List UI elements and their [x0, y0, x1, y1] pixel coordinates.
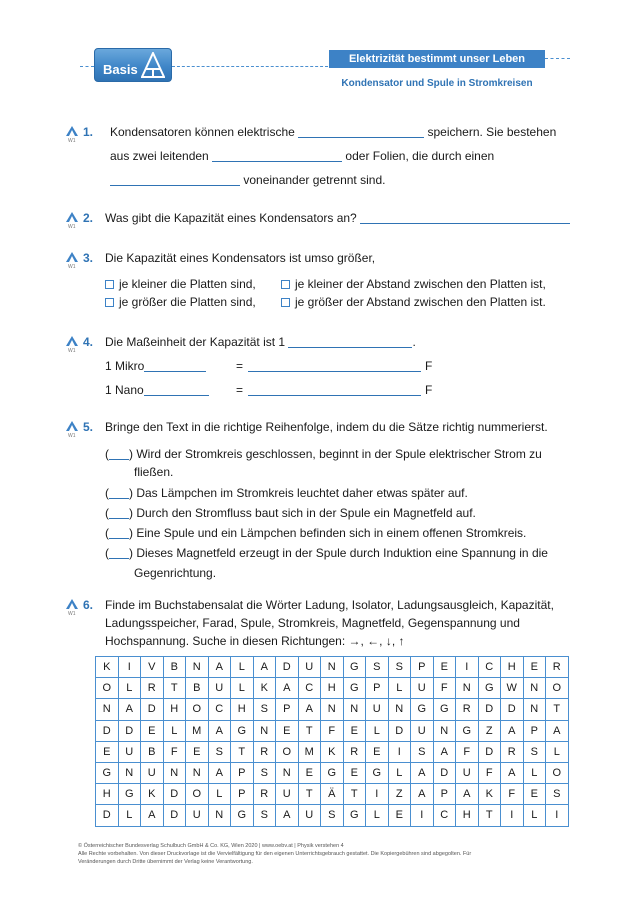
grid-cell[interactable]: L [231, 678, 254, 699]
basis-logo [94, 48, 172, 82]
grid-cell[interactable]: I [388, 741, 411, 762]
task-3 [65, 251, 585, 311]
grid-cell[interactable]: R [253, 741, 276, 762]
task-text: Kondensatoren können elektrische [110, 125, 295, 139]
answer-blank[interactable] [144, 360, 206, 372]
grid-cell[interactable]: F [321, 720, 344, 741]
grid-cell[interactable]: A [208, 720, 231, 741]
grid-cell[interactable]: G [343, 657, 366, 678]
checkbox-icon[interactable] [105, 298, 114, 307]
grid-cell[interactable]: G [411, 699, 434, 720]
task-text-line [110, 173, 385, 187]
grid-row [96, 762, 569, 783]
grid-cell[interactable]: U [208, 678, 231, 699]
grid-cell[interactable]: U [298, 657, 321, 678]
logo-triangle-icon [141, 52, 165, 79]
level-marker [65, 335, 83, 354]
grid-cell[interactable]: F [456, 741, 479, 762]
grid-row [96, 784, 569, 805]
option-line [281, 295, 546, 309]
grid-cell[interactable]: P [231, 762, 254, 783]
level-triangle-icon [65, 598, 79, 610]
grid-row [96, 657, 569, 678]
grid-cell[interactable]: T [298, 720, 321, 741]
grid-cell[interactable]: E [523, 657, 546, 678]
grid-cell[interactable]: N [96, 699, 119, 720]
grid-cell[interactable]: A [276, 678, 299, 699]
grid-cell[interactable]: S [253, 762, 276, 783]
grid-cell[interactable]: Ä [321, 784, 344, 805]
grid-cell[interactable]: D [388, 720, 411, 741]
grid-cell[interactable]: K [96, 657, 119, 678]
footer-line: Veränderungen durch Dritte übernimmt der Verlag keine Verantwortung. [78, 859, 253, 865]
grid-cell[interactable]: T [163, 678, 186, 699]
option-line [281, 277, 546, 291]
grid-cell[interactable]: E [276, 720, 299, 741]
paren-close: ) [129, 486, 133, 500]
task-text-line [110, 149, 494, 163]
grid-row [96, 805, 569, 826]
answer-blank[interactable] [110, 174, 240, 186]
answer-blank[interactable] [144, 384, 209, 396]
grid-cell[interactable]: L [208, 784, 231, 805]
grid-cell[interactable]: L [523, 805, 546, 826]
grid-cell[interactable]: D [478, 699, 501, 720]
task-text: Die Maßeinheit der Kapazität ist 1 [105, 335, 286, 349]
grid-cell[interactable]: O [96, 678, 119, 699]
grid-cell[interactable]: N [433, 720, 456, 741]
sentence-item [105, 506, 476, 520]
grid-cell[interactable]: L [546, 741, 569, 762]
grid-cell[interactable]: A [208, 657, 231, 678]
grid-cell[interactable]: N [253, 720, 276, 741]
task-text: Was gibt die Kapazität eines Kondensators an? [105, 211, 357, 225]
grid-cell[interactable]: I [411, 805, 434, 826]
grid-cell[interactable]: D [478, 741, 501, 762]
grid-cell[interactable]: G [118, 784, 141, 805]
grid-cell[interactable]: A [253, 657, 276, 678]
option-label: je kleiner der Abstand zwischen den Platten ist, [295, 277, 546, 291]
grid-cell[interactable]: A [411, 762, 434, 783]
grid-cell[interactable]: P [276, 699, 299, 720]
grid-row [96, 720, 569, 741]
level-triangle-icon [65, 125, 79, 137]
grid-cell[interactable]: B [163, 657, 186, 678]
task-4 [65, 335, 585, 400]
grid-cell[interactable]: U [118, 741, 141, 762]
grid-cell[interactable]: I [366, 784, 389, 805]
grid-cell[interactable]: G [96, 762, 119, 783]
grid-cell[interactable]: G [343, 805, 366, 826]
level-marker [65, 598, 83, 617]
task-6 [65, 598, 585, 648]
grid-cell[interactable]: S [388, 657, 411, 678]
option-label: je größer der Abstand zwischen den Platten ist. [295, 295, 546, 309]
grid-cell[interactable]: A [501, 720, 524, 741]
grid-cell[interactable]: V [141, 657, 164, 678]
grid-cell[interactable]: N [186, 762, 209, 783]
grid-cell[interactable]: Z [388, 784, 411, 805]
paren-close: ) [129, 506, 133, 520]
grid-cell[interactable]: G [343, 678, 366, 699]
paren-open: ( [105, 526, 109, 540]
level-label: W1 [68, 348, 76, 354]
sentence-text: Dieses Magnetfeld erzeugt in der Spule durch Induktion eine Spannung in die [136, 546, 548, 560]
grid-cell[interactable]: N [321, 657, 344, 678]
chapter-title: Elektrizität bestimmt unser Leben [329, 50, 545, 68]
sentence-text: fließen. [134, 465, 174, 479]
grid-cell[interactable]: N [523, 699, 546, 720]
task-text: Finde im Buchstabensalat die Wörter Ladung, Isolator, Ladungsausgleich, Kapazität, [105, 598, 554, 612]
answer-blank[interactable] [248, 384, 421, 396]
grid-cell[interactable]: D [163, 784, 186, 805]
level-triangle-icon [65, 251, 79, 263]
task-text: voneinander getrennt sind. [243, 173, 386, 187]
grid-cell[interactable]: H [321, 678, 344, 699]
grid-cell[interactable]: D [96, 720, 119, 741]
grid-cell[interactable]: T [546, 699, 569, 720]
grid-cell[interactable]: T [478, 805, 501, 826]
grid-cell[interactable]: I [118, 657, 141, 678]
option-label: je kleiner die Platten sind, [119, 277, 256, 291]
logo-label: Basis [103, 62, 138, 77]
grid-cell[interactable]: A [141, 805, 164, 826]
order-number-blank[interactable] [109, 507, 129, 519]
order-number-blank[interactable] [109, 487, 129, 499]
grid-cell[interactable]: A [546, 720, 569, 741]
task-text-line [110, 125, 556, 139]
grid-cell[interactable]: E [366, 741, 389, 762]
checkbox-icon[interactable] [281, 280, 290, 289]
grid-cell[interactable]: A [208, 762, 231, 783]
grid-cell[interactable]: U [276, 784, 299, 805]
level-marker [65, 125, 83, 144]
option-label: je größer die Platten sind, [119, 295, 256, 309]
grid-cell[interactable]: S [208, 741, 231, 762]
option-line [105, 277, 256, 291]
grid-cell[interactable]: C [478, 657, 501, 678]
grid-cell[interactable]: H [501, 657, 524, 678]
grid-cell[interactable]: R [253, 784, 276, 805]
task-number: 4. [83, 335, 94, 349]
paren-open: ( [105, 486, 109, 500]
grid-cell[interactable]: U [366, 699, 389, 720]
header-dash-right [172, 66, 328, 67]
grid-cell[interactable]: A [411, 784, 434, 805]
grid-cell[interactable]: P [523, 720, 546, 741]
task-text: Hochspannung. Suche in diesen Richtungen: →, ←, ↓, ↑ [105, 634, 405, 648]
level-label: W1 [68, 224, 76, 230]
level-label: W1 [68, 611, 76, 617]
grid-cell[interactable]: A [298, 699, 321, 720]
task-text: Bringe den Text in die richtige Reihenfolge, indem du die Sätze richtig nummerierst. [105, 420, 548, 434]
grid-cell[interactable]: G [366, 762, 389, 783]
grid-cell[interactable]: H [456, 805, 479, 826]
grid-cell[interactable]: E [388, 805, 411, 826]
equals-sign: = [236, 359, 244, 373]
level-label: W1 [68, 264, 76, 270]
grid-cell[interactable]: M [298, 741, 321, 762]
grid-cell[interactable]: D [276, 657, 299, 678]
grid-cell[interactable]: E [298, 762, 321, 783]
task-text: aus zwei leitenden [110, 149, 209, 163]
grid-cell[interactable]: G [478, 678, 501, 699]
grid-cell[interactable]: B [186, 678, 209, 699]
grid-cell[interactable]: C [298, 678, 321, 699]
unit-label: F [425, 359, 433, 373]
grid-cell[interactable]: N [523, 678, 546, 699]
task-text: oder Folien, die durch einen [345, 149, 495, 163]
grid-cell[interactable]: L [388, 678, 411, 699]
task-number: 5. [83, 420, 94, 434]
grid-cell[interactable]: R [546, 657, 569, 678]
grid-cell[interactable]: P [433, 784, 456, 805]
grid-cell[interactable]: O [546, 678, 569, 699]
grid-row [96, 699, 569, 720]
task-2 [65, 211, 585, 235]
grid-cell[interactable]: S [523, 741, 546, 762]
grid-cell[interactable]: S [546, 784, 569, 805]
grid-cell[interactable]: N [186, 657, 209, 678]
footer-line: Alle Rechte vorbehalten. Von dieser Druckvorlage ist die Vervielfältigung für den eigenen Unterrichtsgebrauch gestattet. Die Kopiergebühren sind abgegolten. Für [78, 851, 472, 857]
grid-cell[interactable]: O [546, 762, 569, 783]
paren-open: ( [105, 447, 109, 461]
grid-row [96, 741, 569, 762]
grid-row [96, 678, 569, 699]
grid-cell[interactable]: K [478, 784, 501, 805]
grid-cell[interactable]: U [456, 762, 479, 783]
grid-cell[interactable]: T [343, 784, 366, 805]
header-dash-far [545, 58, 570, 59]
grid-cell[interactable]: G [433, 699, 456, 720]
task-text-line [105, 335, 416, 349]
sentence-item [105, 546, 548, 560]
grid-cell[interactable]: E [141, 720, 164, 741]
grid-cell[interactable]: D [163, 805, 186, 826]
grid-cell[interactable]: R [141, 678, 164, 699]
grid-cell[interactable]: A [433, 741, 456, 762]
task-text: Die Kapazität eines Kondensators ist umso größer, [105, 251, 376, 265]
grid-cell[interactable]: N [456, 678, 479, 699]
grid-cell[interactable]: C [433, 805, 456, 826]
checkbox-icon[interactable] [281, 298, 290, 307]
option-line [105, 295, 256, 309]
grid-cell[interactable]: D [501, 699, 524, 720]
grid-cell[interactable]: P [366, 678, 389, 699]
grid-cell[interactable]: A [276, 805, 299, 826]
grid-cell[interactable]: S [411, 741, 434, 762]
grid-cell[interactable]: E [433, 657, 456, 678]
level-label: W1 [68, 433, 76, 439]
sentence-text: Gegenrichtung. [134, 566, 217, 580]
grid-cell[interactable]: L [163, 720, 186, 741]
grid-cell[interactable]: G [321, 762, 344, 783]
grid-cell[interactable]: W [501, 678, 524, 699]
task-text: speichern. Sie bestehen [427, 125, 557, 139]
conversion-line-nano [105, 383, 209, 397]
grid-cell[interactable]: M [186, 720, 209, 741]
header-dash-left [80, 66, 94, 67]
task-text: Ladungsspeicher, Farad, Spule, Stromkreis, Magnetfeld, Gegenspannung und [105, 616, 520, 630]
grid-cell[interactable]: N [388, 699, 411, 720]
grid-cell[interactable]: L [118, 805, 141, 826]
level-marker [65, 211, 83, 230]
grid-cell[interactable]: U [298, 805, 321, 826]
word-search-grid [95, 656, 569, 827]
grid-cell[interactable]: N [118, 762, 141, 783]
sentence-text: Das Lämpchen im Stromkreis leuchtet daher etwas später auf. [136, 486, 468, 500]
grid-cell[interactable]: O [276, 741, 299, 762]
copyright-footer [78, 842, 568, 866]
grid-cell[interactable]: L [231, 657, 254, 678]
grid-cell[interactable]: S [366, 657, 389, 678]
grid-cell[interactable]: D [96, 805, 119, 826]
grid-cell[interactable]: L [388, 762, 411, 783]
conversion-line-micro [105, 359, 206, 373]
grid-cell[interactable]: L [523, 762, 546, 783]
sentence-item [105, 526, 526, 540]
grid-cell[interactable]: T [231, 741, 254, 762]
grid-cell[interactable]: L [118, 678, 141, 699]
grid-cell[interactable]: L [366, 805, 389, 826]
grid-cell[interactable]: F [501, 784, 524, 805]
grid-cell[interactable]: U [141, 762, 164, 783]
grid-cell[interactable]: N [208, 805, 231, 826]
grid-cell[interactable]: E [343, 762, 366, 783]
grid-cell[interactable]: P [411, 657, 434, 678]
sentence-text: Eine Spule und ein Lämpchen befinden sich in einem offenen Stromkreis. [136, 526, 527, 540]
grid-cell[interactable]: F [163, 741, 186, 762]
sentence-item [105, 447, 542, 461]
grid-cell[interactable]: P [231, 784, 254, 805]
grid-cell[interactable]: U [186, 805, 209, 826]
grid-cell[interactable]: E [343, 720, 366, 741]
grid-cell[interactable]: D [433, 762, 456, 783]
grid-cell[interactable]: H [96, 784, 119, 805]
prefix-label: 1 Nano [105, 383, 144, 397]
grid-cell[interactable]: R [343, 741, 366, 762]
task-text-line [105, 211, 570, 225]
order-number-blank[interactable] [109, 527, 129, 539]
paren-close: ) [129, 526, 133, 540]
grid-cell[interactable]: A [118, 699, 141, 720]
footer-line: © Österreichischer Bundesverlag Schulbuch GmbH & Co. KG, Wien 2020 | www.oebv.at | Physik verstehen 4 [78, 843, 344, 849]
level-marker [65, 251, 83, 270]
level-triangle-icon [65, 211, 79, 223]
answer-blank[interactable] [288, 336, 412, 348]
grid-cell[interactable]: A [501, 762, 524, 783]
answer-blank[interactable] [248, 360, 421, 372]
order-number-blank[interactable] [109, 547, 129, 559]
level-triangle-icon [65, 420, 79, 432]
grid-cell[interactable]: Z [478, 720, 501, 741]
period: . [412, 335, 416, 349]
paren-close: ) [129, 546, 133, 560]
grid-cell[interactable]: F [478, 762, 501, 783]
task-number: 2. [83, 211, 94, 225]
paren-open: ( [105, 506, 109, 520]
grid-cell[interactable]: I [546, 805, 569, 826]
paren-close: ) [129, 447, 133, 461]
grid-cell[interactable]: N [321, 699, 344, 720]
grid-cell[interactable]: H [163, 699, 186, 720]
paren-open: ( [105, 546, 109, 560]
chapter-subtitle: Kondensator und Spule in Stromkreisen [341, 78, 533, 89]
grid-cell[interactable]: N [276, 762, 299, 783]
grid-cell[interactable]: B [141, 741, 164, 762]
grid-cell[interactable]: H [231, 699, 254, 720]
sentence-item [105, 486, 468, 500]
grid-cell[interactable]: D [141, 699, 164, 720]
answer-blank[interactable] [212, 150, 342, 162]
grid-cell[interactable]: C [208, 699, 231, 720]
grid-cell[interactable]: G [231, 805, 254, 826]
grid-cell[interactable]: I [501, 805, 524, 826]
grid-cell[interactable]: O [186, 699, 209, 720]
sentence-text: Durch den Stromfluss baut sich in der Spule ein Magnetfeld auf. [136, 506, 476, 520]
conversion-value-nano [248, 383, 421, 397]
level-label: W1 [68, 138, 76, 144]
answer-blank[interactable] [298, 126, 424, 138]
grid-cell[interactable]: G [456, 720, 479, 741]
grid-cell[interactable]: S [253, 805, 276, 826]
grid-cell[interactable]: S [321, 805, 344, 826]
grid-cell[interactable]: K [321, 741, 344, 762]
task-1 [65, 125, 585, 195]
grid-cell[interactable]: G [231, 720, 254, 741]
prefix-label: 1 Mikro [105, 359, 145, 373]
checkbox-icon[interactable] [105, 280, 114, 289]
grid-cell[interactable]: I [456, 657, 479, 678]
grid-cell[interactable]: R [456, 699, 479, 720]
grid-cell[interactable]: F [433, 678, 456, 699]
grid-cell[interactable]: R [501, 741, 524, 762]
grid-cell[interactable]: E [96, 741, 119, 762]
level-triangle-icon [65, 335, 79, 347]
grid-cell[interactable]: D [118, 720, 141, 741]
equals-sign: = [236, 383, 244, 397]
grid-cell[interactable]: N [163, 762, 186, 783]
sentence-text: Wird der Stromkreis geschlossen, beginnt in der Spule elektrischer Strom zu [136, 447, 542, 461]
order-number-blank[interactable] [109, 448, 129, 460]
grid-cell[interactable]: K [141, 784, 164, 805]
grid-cell[interactable]: N [343, 699, 366, 720]
task-5 [65, 420, 585, 585]
unit-label: F [425, 383, 433, 397]
level-marker [65, 420, 83, 439]
grid-cell[interactable]: U [411, 678, 434, 699]
grid-cell[interactable]: S [253, 699, 276, 720]
grid-cell[interactable]: E [523, 784, 546, 805]
grid-cell[interactable]: U [411, 720, 434, 741]
grid-cell[interactable]: E [186, 741, 209, 762]
grid-cell[interactable]: T [298, 784, 321, 805]
conversion-value-micro [248, 359, 421, 373]
grid-cell[interactable]: K [253, 678, 276, 699]
answer-blank[interactable] [360, 212, 570, 224]
grid-cell[interactable]: A [456, 784, 479, 805]
task-number: 1. [83, 125, 94, 139]
grid-cell[interactable]: O [186, 784, 209, 805]
task-number: 6. [83, 598, 94, 612]
task-number: 3. [83, 251, 94, 265]
grid-cell[interactable]: L [366, 720, 389, 741]
